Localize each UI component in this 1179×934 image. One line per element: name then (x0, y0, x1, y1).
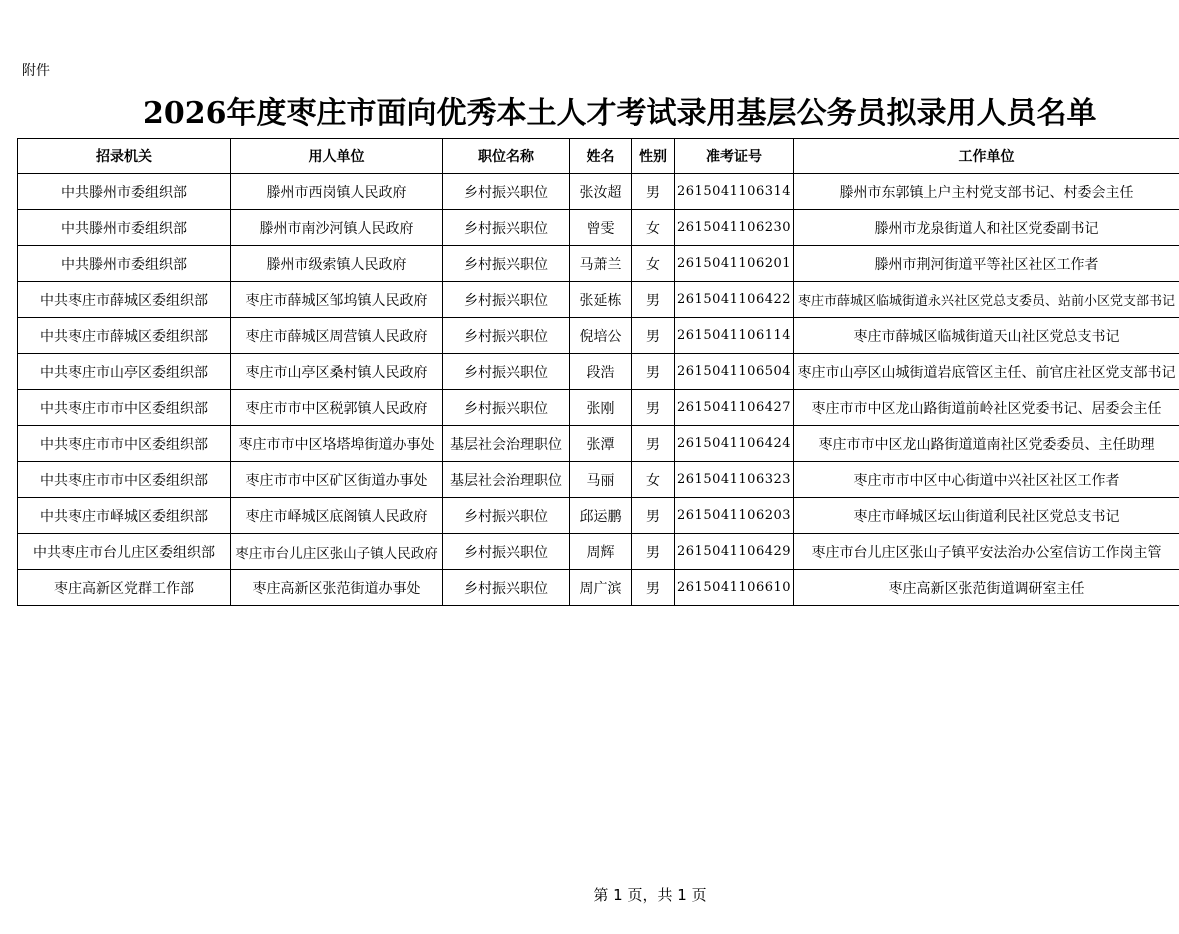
cell-exam-number: 2615041106429 (675, 534, 794, 570)
cell-position-name: 乡村振兴职位 (443, 174, 570, 210)
table-row (18, 390, 1179, 426)
cell-exam-number: 2615041106323 (675, 462, 794, 498)
cell-position-name: 乡村振兴职位 (443, 354, 570, 390)
cell-work-unit: 滕州市龙泉街道人和社区党委副书记 (794, 210, 1179, 246)
cell-exam-number: 2615041106314 (675, 174, 794, 210)
cell-position-name: 基层社会治理职位 (443, 462, 570, 498)
cell-position-name: 乡村振兴职位 (443, 534, 570, 570)
cell-work-unit: 枣庄市峄城区坛山街道利民社区党总支书记 (794, 498, 1179, 534)
cell-name: 曾雯 (570, 210, 632, 246)
table-header-row (18, 139, 1179, 174)
cell-recruiting-agency: 中共滕州市委组织部 (18, 174, 231, 210)
cell-position-name: 乡村振兴职位 (443, 246, 570, 282)
cell-work-unit: 枣庄市市中区龙山路街道道南社区党委委员、主任助理 (794, 426, 1179, 462)
cell-name: 张潭 (570, 426, 632, 462)
table-row (18, 534, 1179, 570)
cell-work-unit: 枣庄市市中区龙山路街道前岭社区党委书记、居委会主任 (794, 390, 1179, 426)
cell-employing-unit: 滕州市级索镇人民政府 (231, 246, 443, 282)
table-row (18, 354, 1179, 390)
cell-employing-unit: 枣庄市台儿庄区张山子镇人民政府 (231, 534, 443, 570)
cell-gender: 男 (632, 390, 675, 426)
cell-position-name: 乡村振兴职位 (443, 390, 570, 426)
cell-gender: 女 (632, 246, 675, 282)
cell-work-unit: 滕州市东郭镇上户主村党支部书记、村委会主任 (794, 174, 1179, 210)
cell-exam-number: 2615041106230 (675, 210, 794, 246)
table-row (18, 462, 1179, 498)
cell-gender: 男 (632, 498, 675, 534)
cell-recruiting-agency: 中共枣庄市市中区委组织部 (18, 462, 231, 498)
page-footer: 第 1 页，共 1 页 (593, 886, 707, 904)
cell-recruiting-agency: 中共枣庄市山亭区委组织部 (18, 354, 231, 390)
cell-exam-number: 2615041106203 (675, 498, 794, 534)
cell-recruiting-agency: 中共滕州市委组织部 (18, 246, 231, 282)
cell-recruiting-agency: 枣庄高新区党群工作部 (18, 570, 231, 606)
cell-exam-number: 2615041106427 (675, 390, 794, 426)
cell-employing-unit: 枣庄市峄城区底阁镇人民政府 (231, 498, 443, 534)
cell-employing-unit: 滕州市西岗镇人民政府 (231, 174, 443, 210)
cell-name: 段浩 (570, 354, 632, 390)
cell-work-unit: 枣庄高新区张范街道调研室主任 (794, 570, 1179, 606)
cell-employing-unit: 枣庄市薛城区周营镇人民政府 (231, 318, 443, 354)
cell-work-unit: 枣庄市市中区中心街道中兴社区社区工作者 (794, 462, 1179, 498)
cell-employing-unit: 枣庄市市中区税郭镇人民政府 (231, 390, 443, 426)
cell-recruiting-agency: 中共滕州市委组织部 (18, 210, 231, 246)
header-gender: 性别 (632, 139, 675, 174)
attachment-label: 附件 (22, 63, 50, 79)
cell-gender: 男 (632, 318, 675, 354)
cell-gender: 男 (632, 426, 675, 462)
header-name: 姓名 (570, 139, 632, 174)
cell-name: 马萧兰 (570, 246, 632, 282)
cell-gender: 女 (632, 210, 675, 246)
table-row (18, 210, 1179, 246)
table-row (18, 174, 1179, 210)
document-title: 2026年度枣庄市面向优秀本土人才考试录用基层公务员拟录用人员名单 (143, 96, 1097, 131)
cell-recruiting-agency: 中共枣庄市薛城区委组织部 (18, 282, 231, 318)
cell-exam-number: 2615041106422 (675, 282, 794, 318)
cell-work-unit: 滕州市荆河街道平等社区社区工作者 (794, 246, 1179, 282)
header-exam-number: 准考证号 (675, 139, 794, 174)
cell-gender: 男 (632, 354, 675, 390)
table-row (18, 426, 1179, 462)
cell-recruiting-agency: 中共枣庄市市中区委组织部 (18, 426, 231, 462)
cell-work-unit: 枣庄市薛城区临城街道永兴社区党总支委员、站前小区党支部书记 (794, 282, 1179, 318)
cell-name: 倪培公 (570, 318, 632, 354)
header-recruiting-agency: 招录机关 (18, 139, 231, 174)
cell-recruiting-agency: 中共枣庄市薛城区委组织部 (18, 318, 231, 354)
cell-exam-number: 2615041106424 (675, 426, 794, 462)
cell-employing-unit: 滕州市南沙河镇人民政府 (231, 210, 443, 246)
cell-name: 张刚 (570, 390, 632, 426)
table-row (18, 246, 1179, 282)
cell-employing-unit: 枣庄市山亭区桑村镇人民政府 (231, 354, 443, 390)
cell-work-unit: 枣庄市台儿庄区张山子镇平安法治办公室信访工作岗主管 (794, 534, 1179, 570)
cell-position-name: 乡村振兴职位 (443, 498, 570, 534)
cell-gender: 男 (632, 282, 675, 318)
cell-employing-unit: 枣庄市薛城区邹坞镇人民政府 (231, 282, 443, 318)
cell-gender: 男 (632, 570, 675, 606)
cell-employing-unit: 枣庄高新区张范街道办事处 (231, 570, 443, 606)
table-row (18, 318, 1179, 354)
cell-name: 周广滨 (570, 570, 632, 606)
cell-name: 张延栋 (570, 282, 632, 318)
cell-name: 邱运鹏 (570, 498, 632, 534)
cell-position-name: 基层社会治理职位 (443, 426, 570, 462)
cell-gender: 男 (632, 534, 675, 570)
table-row (18, 282, 1179, 318)
cell-exam-number: 2615041106201 (675, 246, 794, 282)
cell-exam-number: 2615041106504 (675, 354, 794, 390)
cell-exam-number: 2615041106610 (675, 570, 794, 606)
header-position-name: 职位名称 (443, 139, 570, 174)
cell-name: 马丽 (570, 462, 632, 498)
cell-employing-unit: 枣庄市市中区矿区街道办事处 (231, 462, 443, 498)
cell-gender: 女 (632, 462, 675, 498)
cell-position-name: 乡村振兴职位 (443, 570, 570, 606)
table-row (18, 498, 1179, 534)
cell-exam-number: 2615041106114 (675, 318, 794, 354)
cell-employing-unit: 枣庄市市中区垎塔埠街道办事处 (231, 426, 443, 462)
cell-recruiting-agency: 中共枣庄市市中区委组织部 (18, 390, 231, 426)
cell-gender: 男 (632, 174, 675, 210)
cell-position-name: 乡村振兴职位 (443, 282, 570, 318)
cell-position-name: 乡村振兴职位 (443, 210, 570, 246)
header-employing-unit: 用人单位 (231, 139, 443, 174)
candidate-table (17, 138, 1179, 606)
cell-work-unit: 枣庄市山亭区山城街道岩底管区主任、前官庄社区党支部书记 (794, 354, 1179, 390)
cell-work-unit: 枣庄市薛城区临城街道天山社区党总支书记 (794, 318, 1179, 354)
cell-name: 周辉 (570, 534, 632, 570)
cell-name: 张汝超 (570, 174, 632, 210)
table-row (18, 570, 1179, 606)
header-work-unit: 工作单位 (794, 139, 1179, 174)
cell-recruiting-agency: 中共枣庄市峄城区委组织部 (18, 498, 231, 534)
cell-recruiting-agency: 中共枣庄市台儿庄区委组织部 (18, 534, 231, 570)
cell-position-name: 乡村振兴职位 (443, 318, 570, 354)
